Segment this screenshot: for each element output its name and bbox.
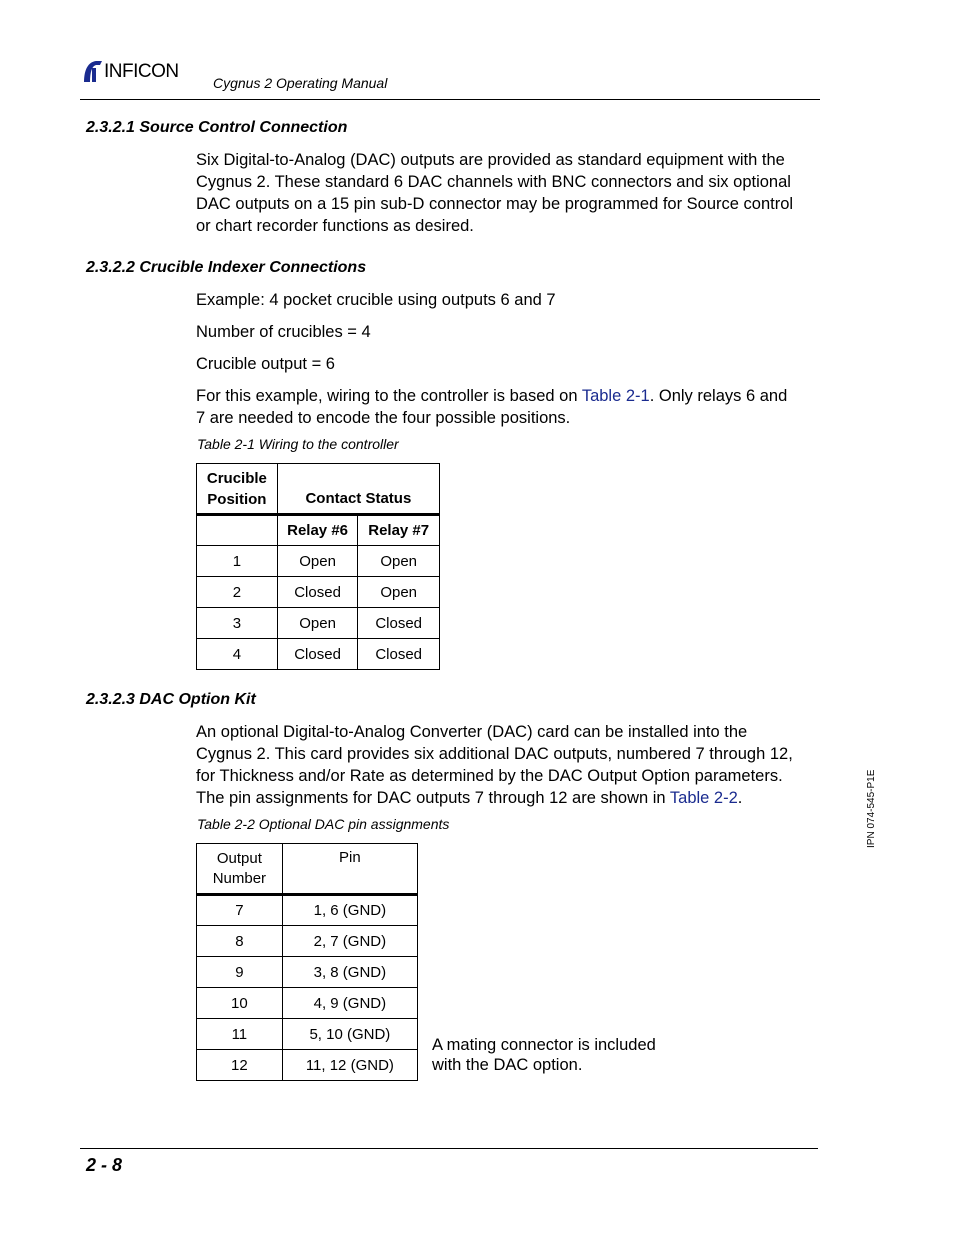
header-line: Position <box>207 490 267 508</box>
table-cell: Closed <box>277 577 358 608</box>
table-cell: 11, 12 (GND) <box>282 1050 417 1081</box>
table-cell: 4, 9 (GND) <box>282 988 417 1019</box>
page-number: 2 - 8 <box>86 1155 123 1175</box>
manual-title: Cygnus 2 Operating Manual <box>213 75 388 91</box>
table-row <box>197 988 418 1019</box>
table-cell: 1, 6 (GND) <box>282 895 417 926</box>
header-output-number <box>197 844 283 895</box>
table-cell: 9 <box>197 957 283 988</box>
header-line: Output <box>216 850 262 867</box>
table-row <box>197 957 418 988</box>
paragraph-text: . Only relays 6 and <box>649 387 788 405</box>
table-cell: 2, 7 (GND) <box>282 926 417 957</box>
table-cell: Closed <box>358 608 440 639</box>
table-row <box>197 639 440 670</box>
header-rule <box>80 99 820 100</box>
table-cell: 7 <box>197 895 283 926</box>
table-cell: 12 <box>197 1050 283 1081</box>
header-line: Number <box>212 870 267 887</box>
crucible-example: Example: 4 pocket crucible using outputs 6 and 7 <box>196 291 556 309</box>
table-header-row <box>197 464 440 515</box>
section-heading-source-control: 2.3.2.1 Source Control Connection <box>86 119 348 136</box>
ipn-side-label: IPN 074-545-P1E <box>866 769 877 848</box>
table-2-2-caption: Table 2-2 Optional DAC pin assignments <box>197 816 450 832</box>
table-header-row <box>197 844 418 895</box>
table-row <box>197 926 418 957</box>
table-row <box>197 546 440 577</box>
subheader-empty <box>197 515 278 546</box>
dac-pin-table <box>196 843 418 1081</box>
table-cell: Open <box>277 608 358 639</box>
header-pin: Pin <box>282 844 417 895</box>
section-heading-crucible-indexer: 2.3.2.2 Crucible Indexer Connections <box>86 259 367 276</box>
header-contact-status: Contact Status <box>277 464 439 515</box>
table-row <box>197 1019 418 1050</box>
table-2-1-caption: Table 2-1 Wiring to the controller <box>197 436 399 452</box>
paragraph-line: An optional Digital-to-Analog Converter (DAC) card can be installed into the <box>196 723 748 741</box>
table-cell: 5, 10 (GND) <box>282 1019 417 1050</box>
table-cell: Open <box>277 546 358 577</box>
paragraph-line <box>196 787 793 809</box>
header-relay-6: Relay #6 <box>277 515 358 546</box>
table-cell: 3, 8 (GND) <box>282 957 417 988</box>
table-row <box>197 895 418 926</box>
paragraph-line <box>196 385 787 407</box>
table-cell: 4 <box>197 639 278 670</box>
table-subheader-row <box>197 515 440 546</box>
header-line: Crucible <box>206 469 267 487</box>
table-cell: 1 <box>197 546 278 577</box>
paragraph-line: Cygnus 2. These standard 6 DAC channels with BNC connectors and six optional <box>196 173 791 191</box>
paragraph-text: For this example, wiring to the controller is based on <box>196 387 582 405</box>
note-line: with the DAC option. <box>432 1056 583 1074</box>
table-cell: 8 <box>197 926 283 957</box>
paragraph-line: 7 are needed to encode the four possible positions. <box>196 409 571 427</box>
table-2-2-link[interactable]: Table 2-2 <box>669 789 738 807</box>
table-cell: Closed <box>358 639 440 670</box>
header-crucible-position <box>197 464 278 515</box>
paragraph-line: Six Digital-to-Analog (DAC) outputs are provided as standard equipment with the <box>196 151 785 169</box>
table-cell: Open <box>358 546 440 577</box>
dac-option-paragraph <box>196 721 793 809</box>
source-control-paragraph <box>196 149 793 237</box>
logo-text: INFICON <box>104 61 179 82</box>
crucible-count: Number of crucibles = 4 <box>196 323 371 341</box>
header-relay-7: Relay #7 <box>358 515 440 546</box>
paragraph-text: . <box>737 789 743 807</box>
paragraph-line: for Thickness and/or Rate as determined by the DAC Output Option parameters. <box>196 767 783 785</box>
paragraph-line: DAC outputs on a 15 pin sub-D connector may be programmed for Source control <box>196 195 794 213</box>
table-row <box>197 1050 418 1081</box>
table-cell: Closed <box>277 639 358 670</box>
wiring-table <box>196 463 440 670</box>
paragraph-text: The pin assignments for DAC outputs 7 through 12 are shown in <box>196 789 670 807</box>
inficon-logo <box>82 58 197 84</box>
table-cell: 2 <box>197 577 278 608</box>
table-cell: 3 <box>197 608 278 639</box>
mating-connector-note <box>432 1035 656 1075</box>
table-row <box>197 608 440 639</box>
table-cell: Open <box>358 577 440 608</box>
paragraph-line: Cygnus 2. This card provides six additional DAC outputs, numbered 7 through 12, <box>196 745 793 763</box>
note-line: A mating connector is included <box>432 1036 656 1054</box>
section-heading-dac-option: 2.3.2.3 DAC Option Kit <box>86 691 256 708</box>
paragraph-line: or chart recorder functions as desired. <box>196 217 474 235</box>
crucible-output: Crucible output = 6 <box>196 355 335 373</box>
wiring-paragraph <box>196 385 787 429</box>
inficon-logo-icon <box>82 58 104 84</box>
table-row <box>197 577 440 608</box>
table-cell: 11 <box>197 1019 283 1050</box>
table-cell: 10 <box>197 988 283 1019</box>
table-2-1-link[interactable]: Table 2-1 <box>581 387 650 405</box>
footer-rule <box>80 1148 818 1149</box>
